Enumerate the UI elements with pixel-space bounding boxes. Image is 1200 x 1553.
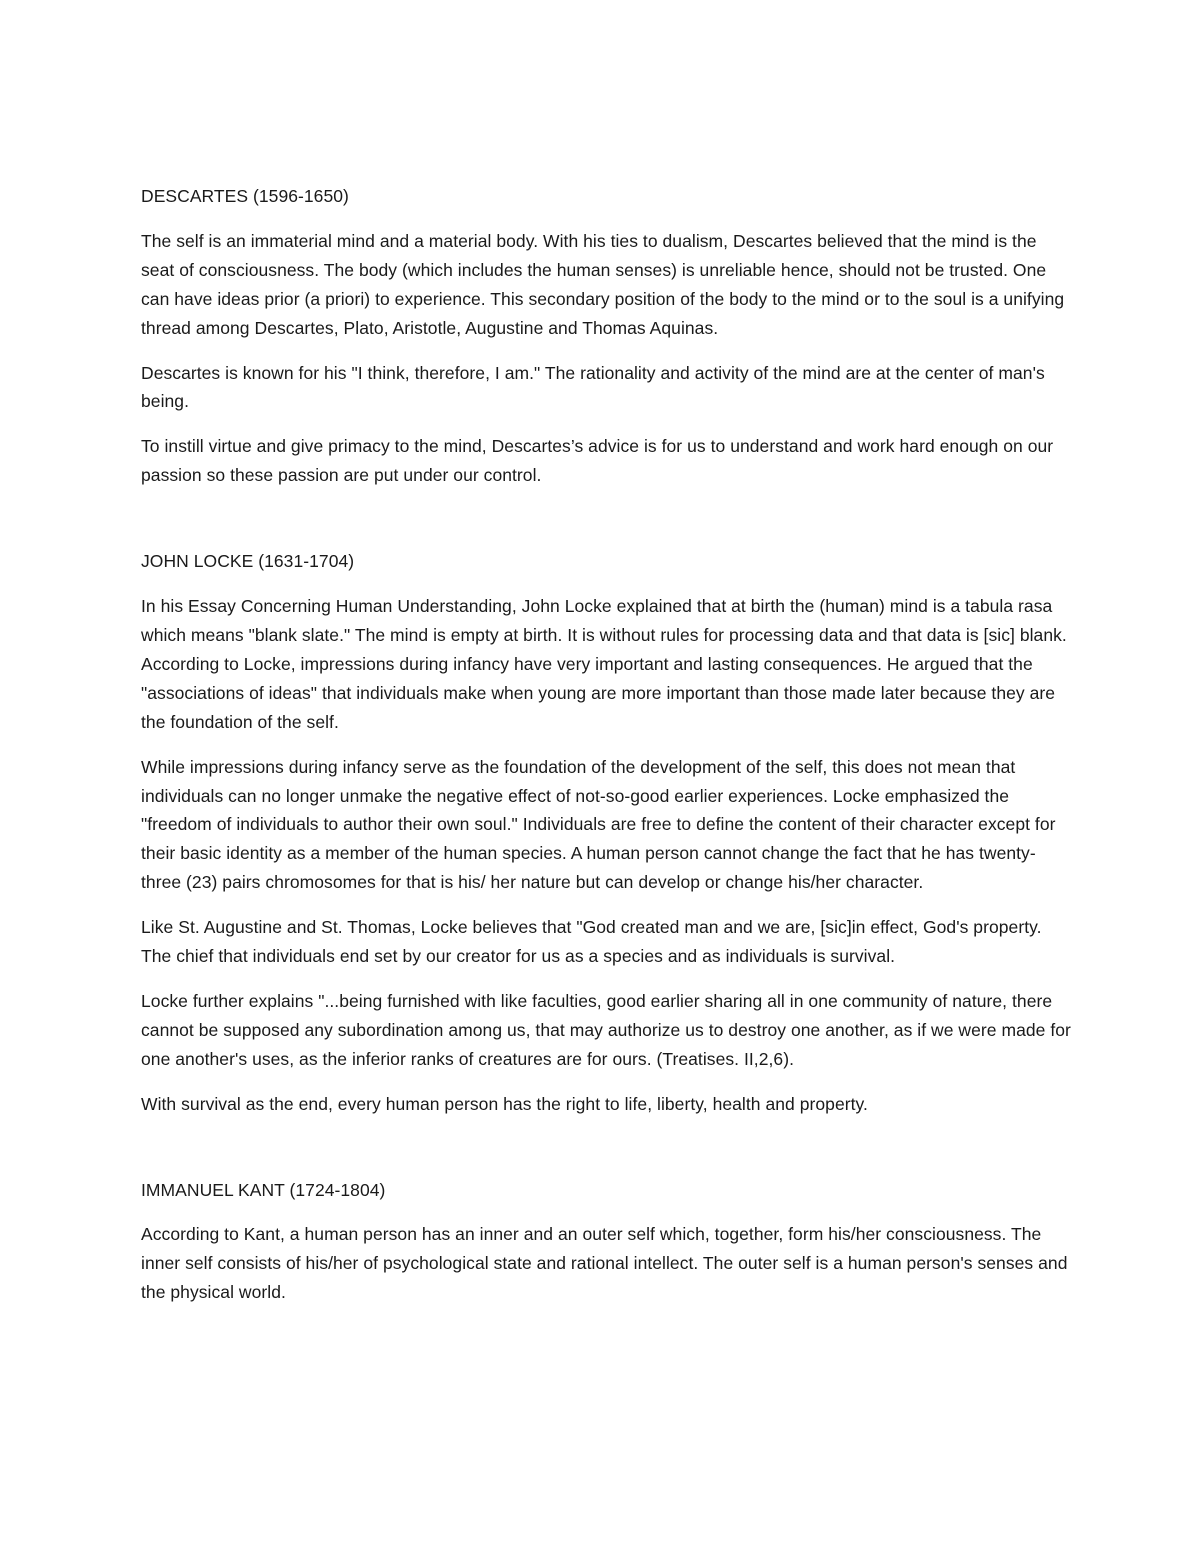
paragraph: Like St. Augustine and St. Thomas, Locke believes that "God created man and we are, [sic]in effect, God's property. The chief that individuals end set by our creator for us as a species and as individuals is survival. bbox=[141, 917, 1042, 967]
section-heading: JOHN LOCKE (1631-1704) bbox=[141, 551, 355, 572]
paragraph: Descartes is known for his "I think, therefore, I am." The rationality and activity of the mind are at the center of man's being. bbox=[141, 362, 1045, 412]
paragraph: According to Kant, a human person has an inner and an outer self which, together, form his/her consciousness. The inner self consists of his/her of psychological state and rational intellect. The outer self is a human person's senses and the physical world. bbox=[141, 1224, 1068, 1303]
section-descartes bbox=[141, 182, 1071, 490]
paragraph: In his Essay Concerning Human Understanding, John Locke explained that at birth the (human) mind is a tabula rasa which means "blank slate." The mind is empty at birth. It is without rules for processing data and that data is [sic] blank. According to Locke, impressions during infancy have very important and lasting consequences. He argued that the "associations of ideas" that individuals make when young are more important than those made later because they are the foundation of the self. bbox=[141, 596, 1067, 732]
document-page bbox=[141, 182, 1071, 1307]
section-heading: IMMANUEL KANT (1724-1804) bbox=[141, 1179, 386, 1200]
paragraph: With survival as the end, every human person has the right to life, liberty, health and property. bbox=[141, 1093, 868, 1114]
paragraph: Locke further explains "...being furnished with like faculties, good earlier sharing all in one community of nature, there cannot be supposed any subordination among us, that may authorize us to destroy one another, as if we were made for one another's uses, as the inferior ranks of creatures are for ours. (Treatises. II,2,6). bbox=[141, 990, 1071, 1069]
paragraph: To instill virtue and give primacy to the mind, Descartes’s advice is for us to understand and work hard enough on our passion so these passion are put under our control. bbox=[141, 436, 1054, 486]
paragraph: While impressions during infancy serve as the foundation of the development of the self, this does not mean that individuals can no longer unmake the negative effect of not-so-good earlier experiences. Locke emphasized the "freedom of individuals to author their own soul." Individuals are free to define the content of their character except for their basic identity as a member of the human species. A human person cannot change the fact that he has twenty-three (23) pairs chromosomes for that is his/ her nature but can develop or change his/her character. bbox=[141, 756, 1056, 893]
section-heading: DESCARTES (1596-1650) bbox=[141, 186, 349, 206]
section-john-locke bbox=[141, 547, 1071, 1118]
paragraph: The self is an immaterial mind and a material body. With his ties to dualism, Descartes believed that the mind is the seat of consciousness. The body (which includes the human senses) is unreliable hence, should not be trusted. One can have ideas prior (a priori) to experience. This secondary position of the body to the mind or to the soul is a unifying thread among Descartes, Plato, Aristotle, Augustine and Thomas Aquinas. bbox=[141, 230, 1065, 338]
section-immanuel-kant bbox=[141, 1176, 1071, 1308]
